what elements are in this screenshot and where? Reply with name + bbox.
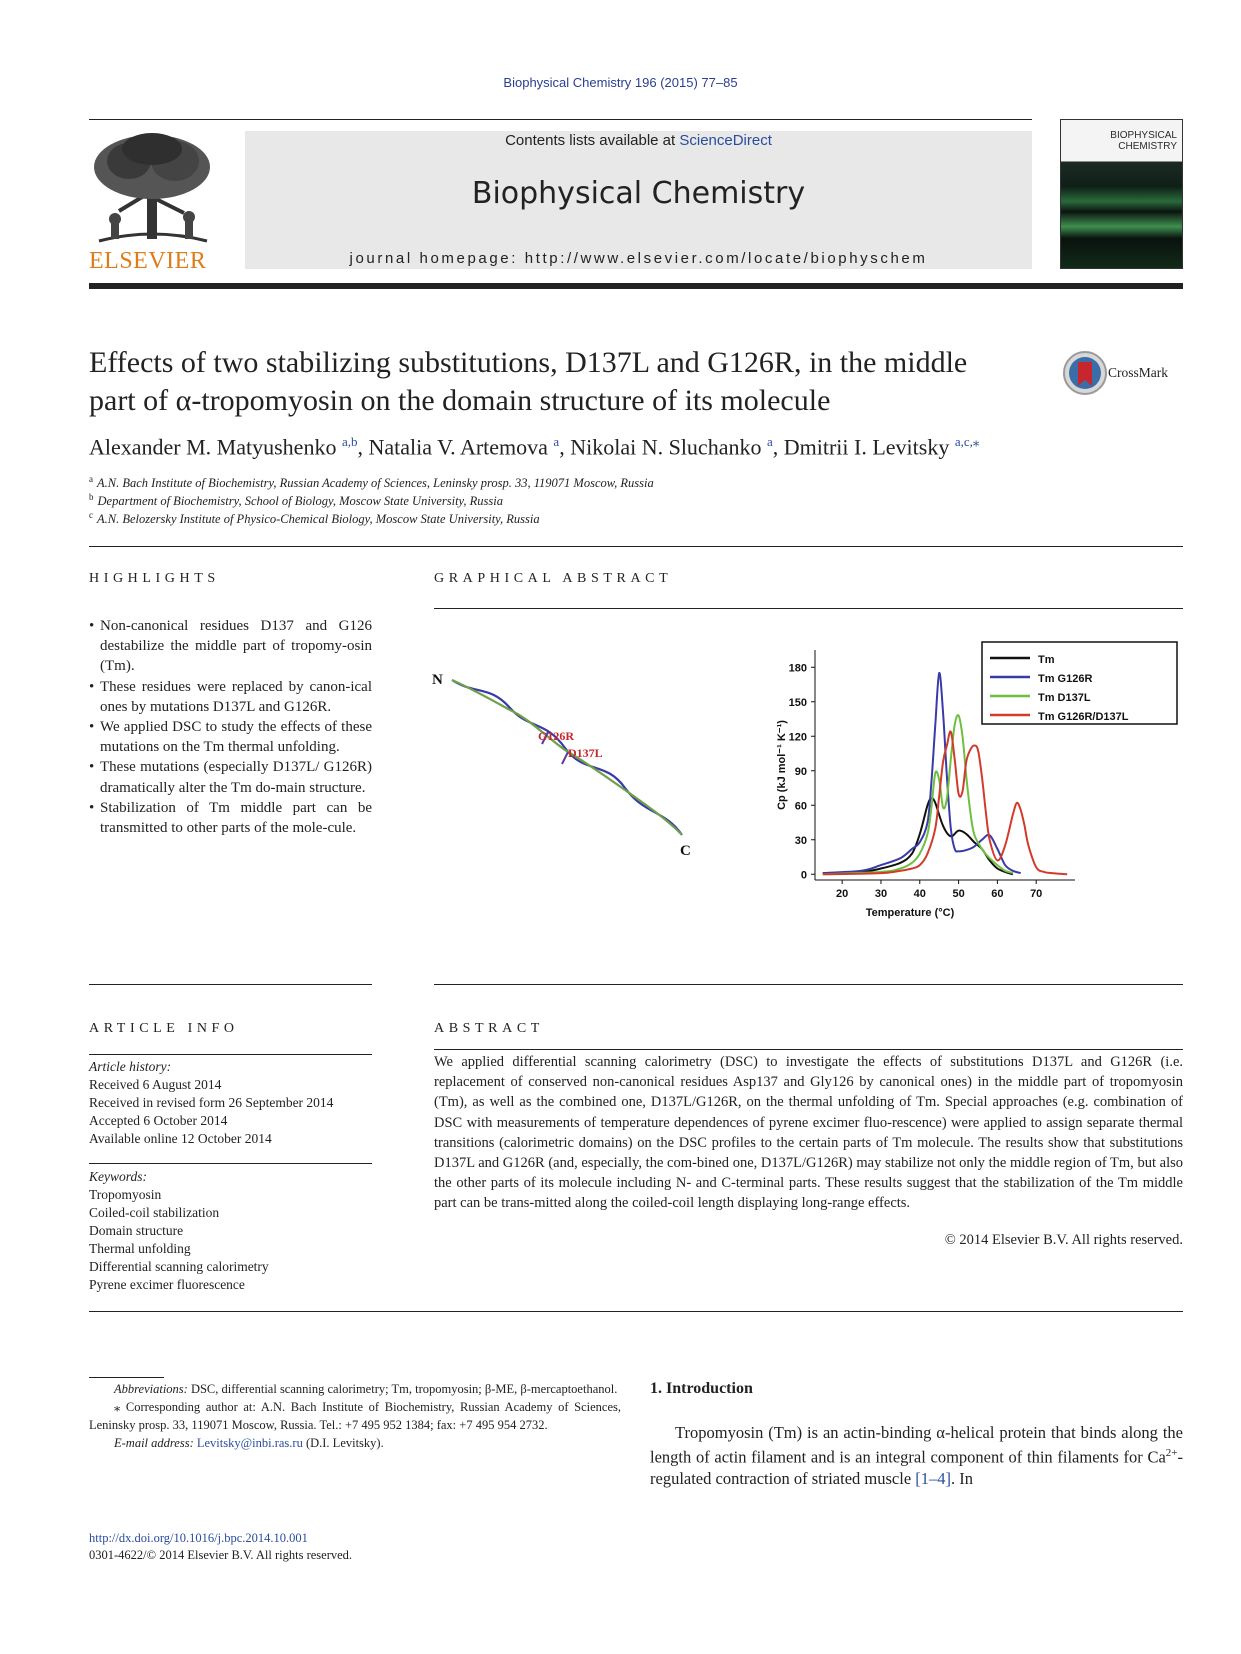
front-matter-bottom-rule bbox=[89, 1311, 1183, 1312]
keyword-item: Differential scanning calorimetry bbox=[89, 1259, 269, 1274]
abstract-copyright: © 2014 Elsevier B.V. All rights reserved. bbox=[944, 1232, 1183, 1248]
title-bottom-rule bbox=[89, 546, 1183, 547]
crossmark-icon bbox=[1062, 350, 1108, 396]
affiliation-a-marker: a bbox=[89, 474, 93, 484]
highlight-item: • Stabilization of Tm middle part can be transmitted to other parts of the mole-cule. bbox=[89, 798, 372, 838]
keywords-label: Keywords: bbox=[89, 1169, 147, 1184]
highlight-item: • These mutations (especially D137L/ G126R) dramatically alter the Tm do-main structure. bbox=[89, 757, 372, 797]
x-tick-label: 50 bbox=[952, 888, 965, 900]
affiliation-c-text: A.N. Belozersky Institute of Physico-Chemical Biology, Moscow State University, Russia bbox=[97, 512, 540, 527]
title-line-2: part of α-tropomyosin on the domain structure of its molecule bbox=[89, 384, 831, 417]
elsevier-wordmark: ELSEVIER bbox=[89, 248, 207, 274]
affiliation-c bbox=[89, 510, 540, 527]
author-1[interactable]: Alexander M. Matyushenko bbox=[89, 434, 342, 460]
history-item: Available online 12 October 2014 bbox=[89, 1131, 272, 1146]
n-terminus-label: N bbox=[432, 672, 443, 688]
crossmark-label: CrossMark bbox=[1108, 365, 1168, 380]
series-line-tm-g126r-d137l bbox=[823, 731, 1067, 874]
highlight-item: • Non-canonical residues D137 and G126 destabilize the middle part of tropomy-osin (Tm). bbox=[89, 616, 372, 677]
y-tick-label: 180 bbox=[788, 662, 807, 675]
author-4[interactable]: , Dmitrii I. Levitsky bbox=[772, 434, 955, 460]
contents-line bbox=[245, 132, 1032, 149]
journal-name: Biophysical Chemistry bbox=[471, 176, 806, 211]
history-label: Article history: bbox=[89, 1059, 172, 1074]
author-3-affil[interactable]: a bbox=[766, 434, 773, 449]
corresponding-footnote: ⁎ Corresponding author at: A.N. Bach Institute of Biochemistry, Russian Academy of Sciences, Leninsky prosp. 33, 119071 Moscow, Russia. Tel.: +7 495 952 1384; fax: +7 495 954 2732. bbox=[89, 1400, 621, 1432]
abstract-rule bbox=[434, 1049, 1183, 1050]
highlights-heading: HIGHLIGHTS bbox=[89, 571, 220, 586]
y-tick-label: 120 bbox=[788, 731, 807, 744]
doi-block bbox=[89, 1530, 352, 1564]
author-2-affil[interactable]: a bbox=[553, 434, 560, 449]
article-info-heading: ARTICLE INFO bbox=[89, 1021, 239, 1036]
journal-cover-thumbnail[interactable] bbox=[1060, 119, 1183, 269]
x-tick-label: 60 bbox=[991, 888, 1004, 900]
legend-label: Tm G126R bbox=[1038, 673, 1093, 685]
x-tick-label: 20 bbox=[836, 888, 849, 900]
keywords-block bbox=[89, 1168, 269, 1294]
elsevier-tree-icon bbox=[89, 131, 215, 243]
affiliation-b bbox=[89, 492, 503, 509]
legend-label: Tm D137L bbox=[1038, 692, 1091, 704]
x-tick-label: 70 bbox=[1030, 888, 1043, 900]
affiliation-c-marker: c bbox=[89, 510, 93, 520]
y-axis-title: Cp (kJ mol⁻¹ K⁻¹) bbox=[776, 720, 788, 810]
legend-label: Tm G126R/D137L bbox=[1038, 711, 1129, 723]
footnote-rule bbox=[89, 1377, 164, 1378]
keyword-item: Thermal unfolding bbox=[89, 1241, 191, 1256]
footnotes bbox=[89, 1380, 621, 1452]
abstract-text: We applied differential scanning calorimetry (DSC) to investigate the effects of substitutions D137L and G126R (i.e. replacement of conserved non-canonical residues Asp137 and Gly126 by canonical ones) in the middle part of tropomyosin (Tm), as well as the combined one, D137L/G126R, on the thermal unfolding of Tm. Special approaches (e.g. combination of DSC with measurements of temperature dependences of pyrene excimer fluo-rescence) were applied to assign separate thermal transitions (calorimetric domains) on the DSC profiles to the certain parts of Tm molecule. The results show that substitutions D137L and G126R (and, especially, the com-bined one, D137L/G126R) may stabilize not only the middle region of Tm, but also the other parts of its molecule including N- and C-terminal parts. These results suggest that the stabilization of the Tm middle part can be trans-mitted along the coiled-coil length displaying long-range effects. bbox=[434, 1054, 1183, 1212]
affiliation-a bbox=[89, 474, 654, 491]
article-history bbox=[89, 1058, 333, 1148]
highlights-bottom-rule bbox=[89, 984, 372, 985]
author-2[interactable]: , Natalia V. Artemova bbox=[357, 434, 554, 460]
author-3[interactable]: , Nikolai N. Sluchanko bbox=[559, 434, 767, 460]
history-item: Received in revised form 26 September 2014 bbox=[89, 1095, 334, 1110]
affiliation-b-text: Department of Biochemistry, School of Biology, Moscow State University, Russia bbox=[97, 494, 504, 509]
header-top-rule bbox=[89, 119, 1032, 120]
journal-homepage[interactable]: journal homepage: http://www.elsevier.com/locate/biophyschem bbox=[349, 250, 928, 267]
abbreviations-text: DSC, differential scanning calorimetry; Tm, tropomyosin; β-ME, β-mercaptoethanol. bbox=[187, 1382, 618, 1396]
email-suffix: (D.I. Levitsky). bbox=[302, 1436, 384, 1450]
issn-line: 0301-4622/© 2014 Elsevier B.V. All rights reserved. bbox=[89, 1548, 353, 1562]
y-tick-label: 30 bbox=[794, 834, 807, 847]
y-tick-label: 60 bbox=[794, 800, 807, 813]
email-label: E-mail address: bbox=[114, 1436, 194, 1450]
y-tick-label: 150 bbox=[788, 696, 807, 709]
keyword-item: Coiled-coil stabilization bbox=[89, 1205, 220, 1220]
x-axis-title: Temperature (°C) bbox=[865, 907, 955, 919]
cover-title: BIOPHYSICAL CHEMISTRY bbox=[1110, 130, 1177, 152]
keyword-item: Domain structure bbox=[89, 1223, 184, 1238]
intro-text-part1: Tropomyosin (Tm) is an actin-binding α-helical protein that binds along the length of actin filament and is an integral component of thin filaments for Ca bbox=[650, 1423, 1183, 1467]
legend-label: Tm bbox=[1038, 654, 1055, 666]
sciencedirect-link[interactable]: ScienceDirect bbox=[679, 132, 772, 149]
highlights-list bbox=[89, 616, 372, 838]
author-1-affil[interactable]: a,b bbox=[341, 434, 358, 449]
x-tick-label: 40 bbox=[913, 888, 926, 900]
highlight-item: • We applied DSC to study the effects of these mutations on the Tm thermal unfolding. bbox=[89, 717, 372, 757]
introduction-heading: 1. Introduction bbox=[650, 1380, 753, 1397]
journal-citation[interactable]: Biophysical Chemistry 196 (2015) 77–85 bbox=[503, 75, 738, 90]
article-title bbox=[89, 344, 1049, 420]
d137l-label: D137L bbox=[568, 746, 603, 760]
crossmark-badge[interactable] bbox=[1062, 350, 1187, 396]
keyword-item: Tropomyosin bbox=[89, 1187, 162, 1202]
introduction-text bbox=[650, 1422, 1183, 1489]
highlight-item: • These residues were replaced by canon-ical ones by mutations D137L and G126R. bbox=[89, 677, 372, 717]
helix-strand-green bbox=[452, 680, 682, 835]
title-line-1: Effects of two stabilizing substitutions, D137L and G126R, in the middle bbox=[89, 346, 968, 379]
affiliation-b-marker: b bbox=[89, 492, 94, 502]
keywords-rule bbox=[89, 1163, 372, 1164]
c-terminus-label: C bbox=[680, 843, 691, 859]
history-item: Accepted 6 October 2014 bbox=[89, 1113, 228, 1128]
author-4-affil[interactable]: a,c,⁎ bbox=[954, 434, 980, 449]
coiled-coil-diagram bbox=[430, 660, 710, 870]
keyword-item: Pyrene excimer fluorescence bbox=[89, 1277, 245, 1292]
abbreviations-footnote bbox=[89, 1380, 621, 1398]
contents-prefix: Contents lists available at bbox=[505, 132, 680, 149]
author-list bbox=[89, 434, 1189, 460]
graphical-abstract-bottom-rule bbox=[434, 984, 1183, 985]
intro-text-part3: . In bbox=[951, 1468, 974, 1488]
email-link[interactable]: Levitsky@inbi.ras.ru bbox=[196, 1436, 303, 1450]
article-info-rule bbox=[89, 1054, 372, 1055]
email-footnote bbox=[89, 1434, 621, 1452]
intro-reference-link[interactable]: [1–4] bbox=[915, 1468, 952, 1488]
g126r-label: G126R bbox=[538, 729, 574, 743]
affiliation-a-text: A.N. Bach Institute of Biochemistry, Russian Academy of Sciences, Leninsky prosp. 33, 119071 Moscow, Russia bbox=[97, 476, 654, 491]
intro-text-part2: -regulated contraction of striated muscle bbox=[650, 1447, 1183, 1488]
y-tick-label: 0 bbox=[800, 869, 807, 882]
y-tick-label: 90 bbox=[794, 765, 807, 778]
elsevier-logo[interactable] bbox=[89, 131, 215, 274]
abbreviations-label: Abbreviations: bbox=[114, 1382, 188, 1396]
header-thick-rule bbox=[89, 283, 1183, 289]
intro-superscript: 2+ bbox=[1165, 1447, 1178, 1459]
graphical-abstract-heading: GRAPHICAL ABSTRACT bbox=[434, 571, 673, 586]
graphical-abstract-top-rule bbox=[434, 608, 1183, 609]
helix-strand-blue bbox=[452, 680, 682, 835]
x-tick-label: 30 bbox=[874, 888, 888, 900]
dsc-chart bbox=[760, 640, 1180, 930]
history-item: Received 6 August 2014 bbox=[89, 1077, 222, 1092]
abstract-heading: ABSTRACT bbox=[434, 1021, 544, 1036]
doi-link[interactable]: http://dx.doi.org/10.1016/j.bpc.2014.10.001 bbox=[89, 1531, 308, 1545]
